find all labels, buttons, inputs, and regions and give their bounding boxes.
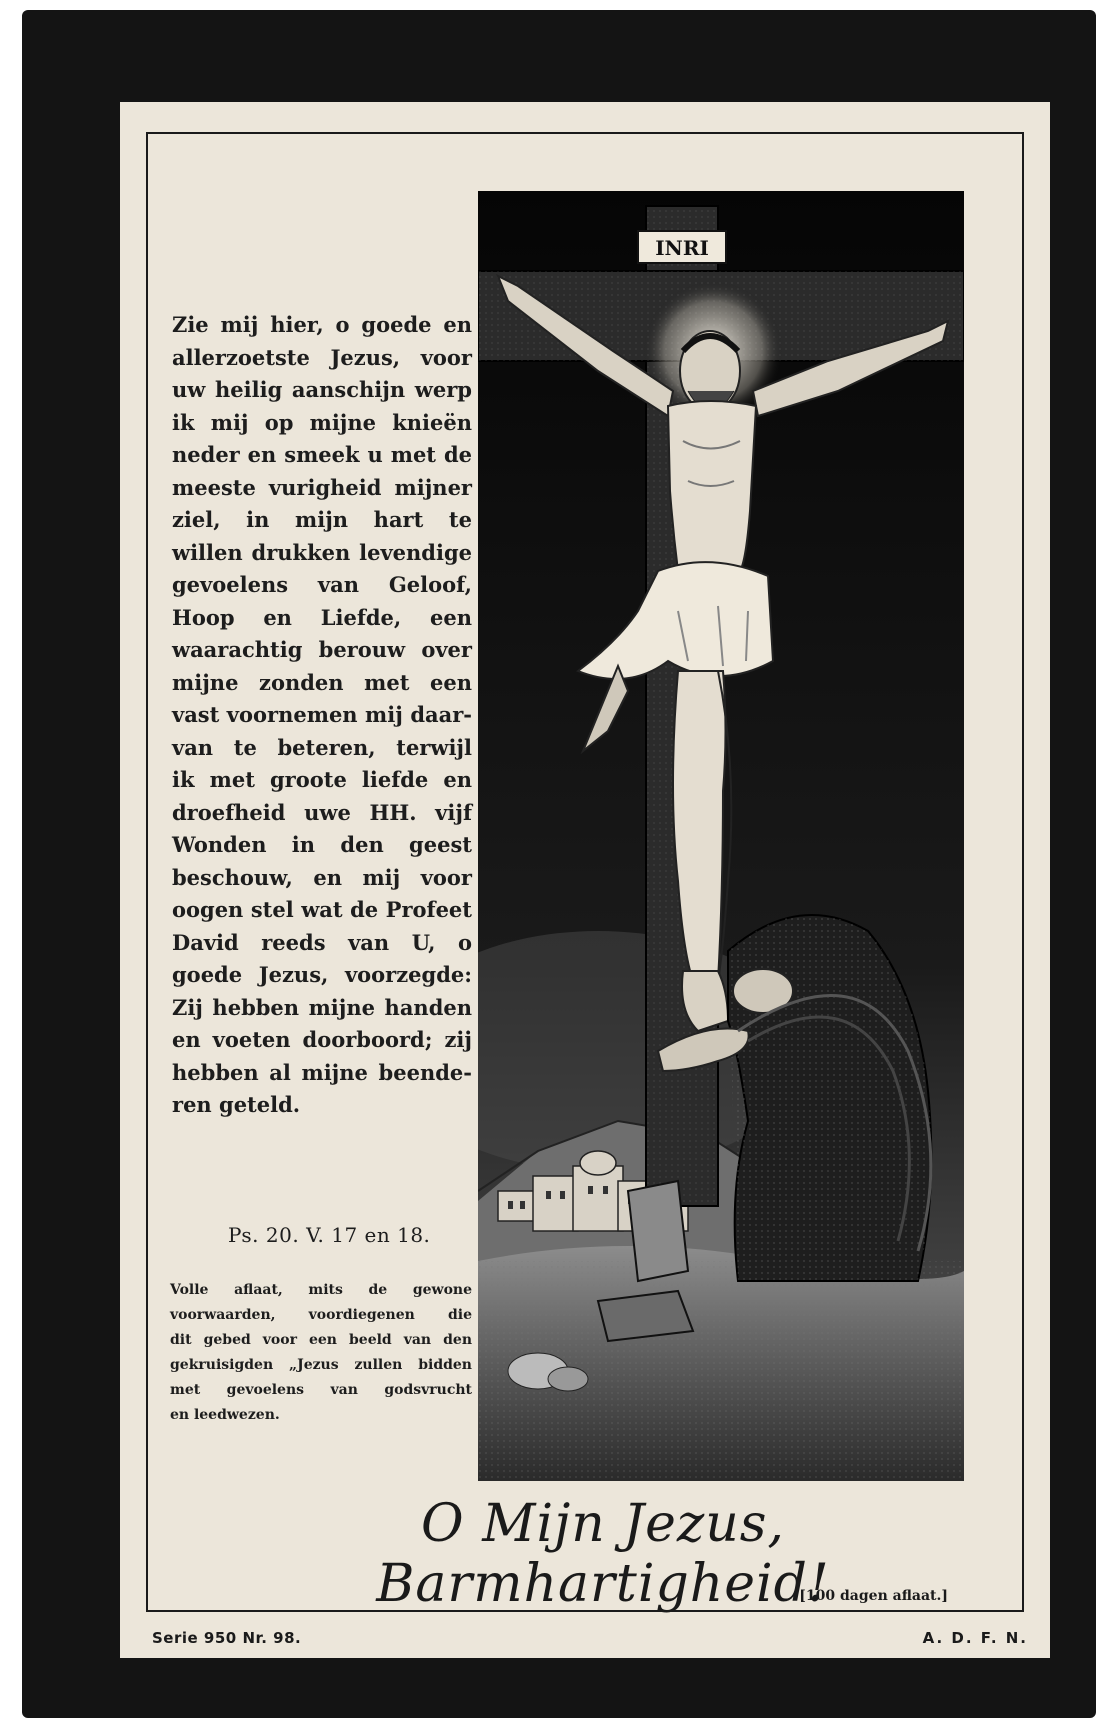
- prayer-line: ik met groote liefde en: [172, 767, 472, 792]
- crucifixion-engraving: [478, 191, 964, 1481]
- prayer-line: waarachtig berouw over: [172, 637, 472, 662]
- prayer-line: Hoop en Liefde, een: [172, 604, 472, 630]
- indulgence-line: Volle aflaat, mits de gewone: [170, 1282, 472, 1298]
- prayer-line: beschouw, en mij voor: [172, 864, 472, 890]
- prayer-line: meeste vurigheid mijner: [172, 474, 472, 500]
- prayer-line: mijne zonden met een: [172, 669, 472, 695]
- scripture-reference: Ps. 20. V. 17 en 18.: [228, 1223, 431, 1247]
- motto-heading: O Mijn Jezus, Barmhartigheid!: [376, 1494, 830, 1614]
- prayer-line: uw heilig aanschijn werp: [172, 377, 472, 402]
- indulgence-text: [170, 1278, 472, 1428]
- indulgence-line: gekruisigden „Jezus zullen bidden: [170, 1357, 472, 1373]
- prayer-line: vast voornemen mij daar-: [172, 702, 472, 727]
- prayer-line: Zie mij hier, o goede en: [172, 312, 472, 337]
- prayer-line: hebben al mijne beende-: [172, 1059, 472, 1085]
- publisher-mark: A. D. F. N.: [922, 1629, 1028, 1647]
- prayer-line: ziel, in mijn hart te: [172, 507, 472, 532]
- prayer-line: gevoelens van Geloof,: [172, 572, 472, 597]
- indulgence-line: en leedwezen.: [170, 1407, 280, 1423]
- prayer-line: ren geteld.: [172, 1092, 301, 1117]
- prayer-line: willen drukken levendige: [172, 539, 472, 565]
- card-paper: [120, 102, 1050, 1658]
- inner-frame: [146, 132, 1024, 1612]
- indulgence-line: met gevoelens van godsvrucht: [170, 1382, 472, 1398]
- prayer-line: ik mij op mijne knieën: [172, 409, 472, 435]
- aflaat-note: [100 dagen aflaat.]: [799, 1588, 948, 1604]
- prayer-line: allerzoetste Jezus, voor: [172, 344, 472, 370]
- prayer-line: Wonden in den geest: [172, 832, 472, 857]
- prayer-line: David reeds van U, o: [172, 929, 472, 955]
- indulgence-line: voorwaarden, voordiegenen die: [170, 1307, 472, 1323]
- prayer-line: Zij hebben mijne handen: [172, 994, 472, 1020]
- memorial-card: [22, 10, 1096, 1718]
- prayer-line: oogen stel wat de Profeet: [172, 897, 472, 922]
- prayer-line: van te beteren, terwijl: [172, 734, 472, 760]
- prayer-line: neder en smeek u met de: [172, 442, 472, 467]
- prayer-line: droefheid uwe HH. vijf: [172, 799, 472, 825]
- prayer-line: en voeten doorboord; zij: [172, 1027, 472, 1052]
- prayer-line: goede Jezus, voorzegde:: [172, 962, 472, 987]
- prayer-text: [172, 309, 472, 1122]
- indulgence-line: dit gebed voor een beeld van den: [170, 1332, 472, 1348]
- series-number: Serie 950 Nr. 98.: [152, 1629, 302, 1647]
- titulus-text: INRI: [655, 236, 709, 260]
